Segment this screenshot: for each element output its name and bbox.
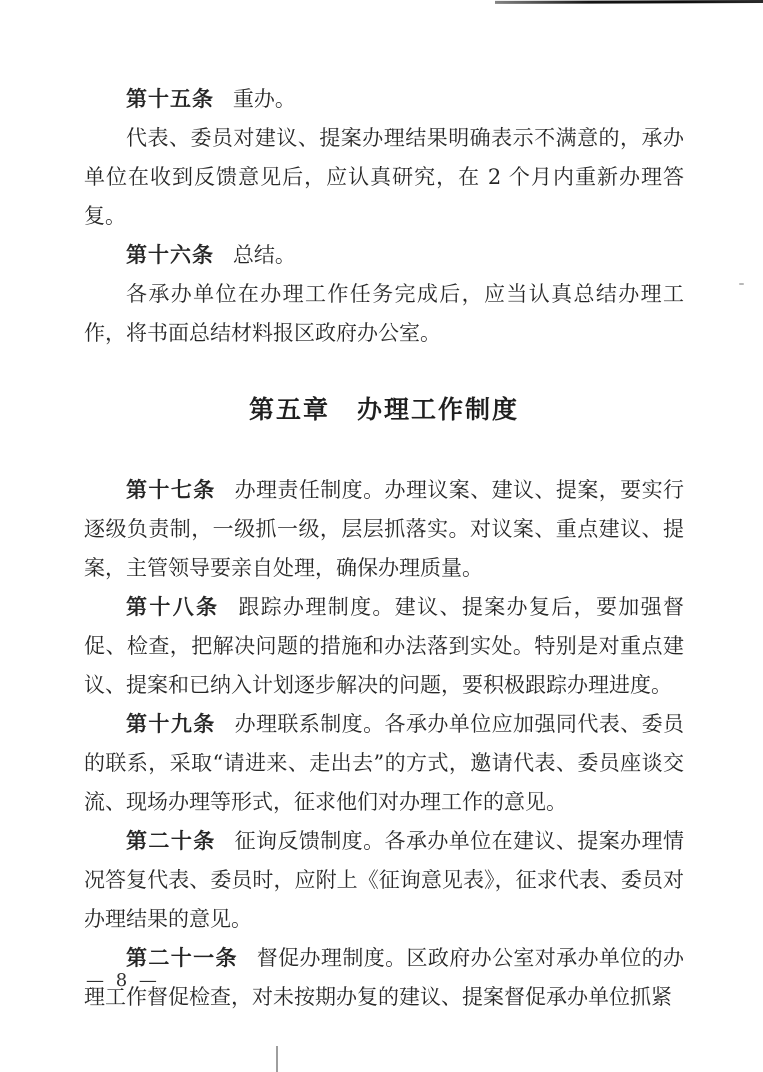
article-number-label: 第十九条 [126,712,216,736]
article-paragraph [84,705,684,822]
article-heading-paragraph [84,80,684,119]
body-paragraph-text: 各承办单位在办理工作任务完成后，应当认真总结办理工作，将书面总结材料报区政府办公室。 [84,282,684,345]
article-number-label: 第十六条 [126,243,214,267]
article-title-text: 重办。 [232,87,296,111]
article-body-text: 办理责任制度。办理议案、建议、提案，要实行逐级负责制，一级抓一级，层层抓落实。对议案、重点建议、提案，主管领导要亲自处理，确保办理质量。 [84,478,685,580]
article-paragraph [84,588,684,705]
scan-line-artifact [276,1046,278,1072]
article-number-label: 第十五条 [126,87,214,111]
article-paragraph [84,822,684,939]
body-paragraph [84,275,684,353]
chapter-heading: 第五章 办理工作制度 [248,395,519,424]
body-paragraph [84,119,684,236]
article-number-label: 第十七条 [126,478,216,502]
article-paragraph [84,471,684,588]
article-body-text: 办理联系制度。各承办单位应加强同代表、委员的联系，采取“请进来、走出去”的方式，邀请代表、委员座谈交流、现场办理等形式，征求他们对办理工作的意见。 [84,712,685,814]
article-paragraph [84,939,684,1017]
article-body-text: 征询反馈制度。各承办单位在建议、提案办理情况答复代表、委员时，应附上《征询意见表》，征求代表、委员对办理结果的意见。 [84,829,685,931]
body-paragraph-text: 代表、委员对建议、提案办理结果明确表示不满意的，承办单位在收到反馈意见后，应认真研究，在 2 个月内重新办理答复。 [84,126,684,228]
page-number: — 8 — [86,970,160,991]
scan-edge-artifact [495,0,763,4]
document-body [84,80,684,1017]
article-number-label: 第二十一条 [126,946,238,970]
article-body-text: 跟踪办理制度。建议、提案办复后，要加强督促、检查，把解决问题的措施和办法落到实处。特别是对重点建议、提案和已纳入计划逐步解决的问题，要积极跟踪办理进度。 [84,595,685,697]
article-heading-paragraph [84,236,684,275]
article-body-text: 督促办理制度。区政府办公室对承办单位的办理工作督促检查，对未按期办复的建议、提案督促承办单位抓紧 [84,946,685,1009]
ink-speck-artifact [739,283,744,285]
article-title-text: 总结。 [232,243,296,267]
article-number-label: 第二十条 [126,829,216,853]
article-number-label: 第十八条 [126,595,220,619]
